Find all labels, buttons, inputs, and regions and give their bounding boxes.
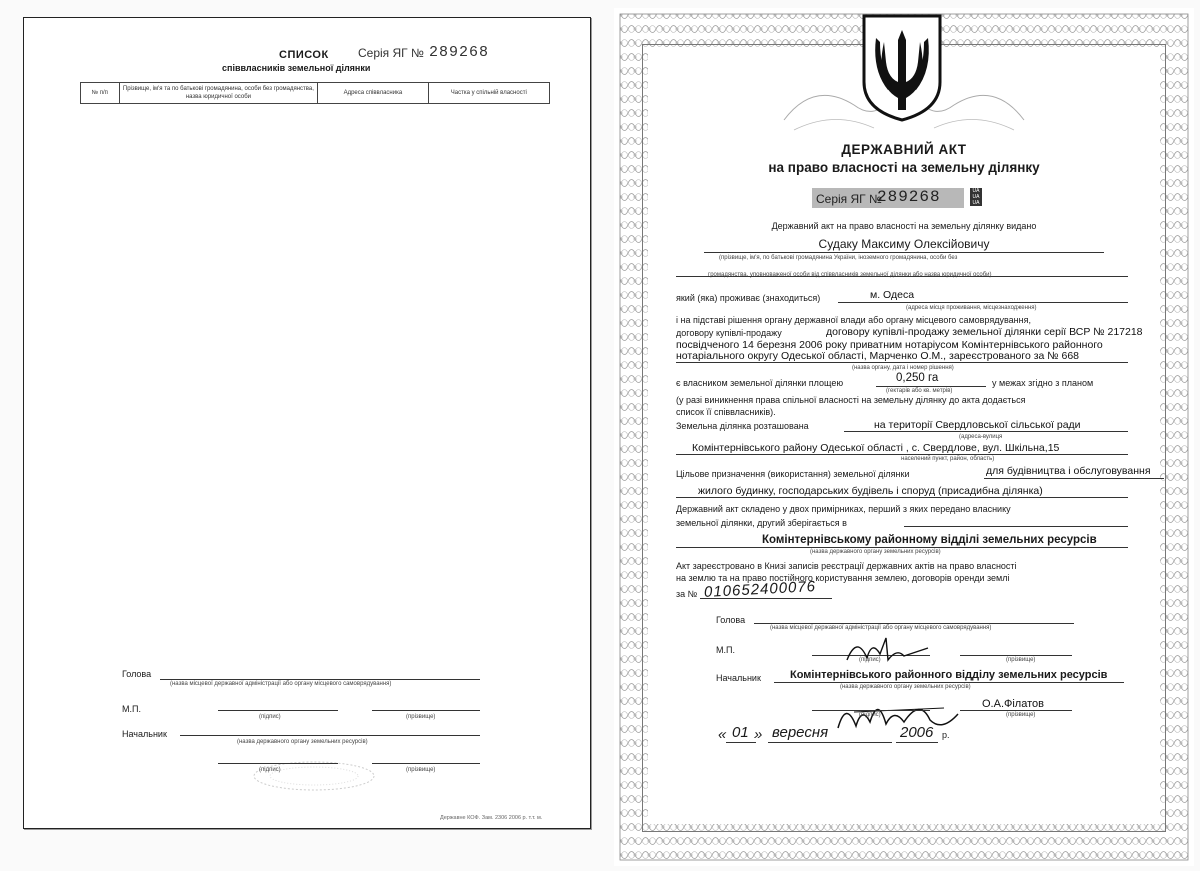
date-quote-open: « [718,726,727,743]
owner-caption-2: громадянства, уповноваженої особи від співвласників земельної ділянки або назва юридичної особи) [708,272,992,278]
registration-number: 010652400076 [703,578,817,601]
resides-label: який (яка) проживає (знаходиться) [676,293,821,303]
left-chief-caption: (назва державного органу земельних ресурсів) [237,739,368,745]
right-chief-caption: (назва державного органу земельних ресурсів) [840,684,971,690]
ua-security-marks: UA UA UA [970,188,982,206]
copies-value: Комінтернівському районному відділі земельних ресурсів [762,534,1097,546]
registration-prefix: за № [676,589,698,599]
right-signature-caption-2: (підпис) [859,712,881,718]
date-quote-close: » [754,726,763,743]
issued-text: Державний акт на право власності на земельну ділянку видано [771,221,1037,231]
date-day: 01 [732,724,749,741]
trident-coat-of-arms-icon [858,12,946,124]
date-month: вересня [772,724,829,741]
basis-line-1: договору купівлі-продажу земельної ділянки серії ВСР № 217218 [826,326,1143,338]
date-year: 2006 [900,724,934,741]
owner-caption-1: (прізвище, ім'я, по батькові громадянина України, іноземного громадянина, особи без [719,255,958,261]
purpose-value-1: для будівництва і обслуговування [986,465,1151,477]
list-series-number: 289268 [429,44,490,61]
chief-name: О.А.Філатов [982,698,1044,710]
left-surname-caption: (прізвище) [406,714,436,720]
copies-text-1: Державний акт складено у двох примірниках, перший з яких передано власнику [676,504,1011,514]
area-tail: у межах згідно з планом [992,378,1094,388]
location-caption-1: (адреса-вулиця [959,434,1003,440]
joint-text-2: список її співвласників). [676,407,776,417]
signature-mark [842,630,932,670]
basis-caption: (назва органу, дата і номер рішення) [852,365,954,371]
left-head-label: Голова [122,669,152,679]
area-value: 0,250 га [896,372,939,384]
act-subtitle: на право власності на земельну ділянку [768,160,1040,175]
act-series-label: Серія ЯГ № [816,192,882,206]
act-series-number: 289268 [877,188,941,206]
right-mp-label: М.П. [716,645,735,655]
act-title: ДЕРЖАВНИЙ АКТ [841,142,967,157]
joint-text-1: (у разі виникнення права спільної власності на земельну ділянку до акта додається [676,395,1026,405]
left-signature-caption-2: (підпис) [259,767,281,773]
list-title: СПИСОК [279,49,329,61]
owner-name: Судаку Максиму Олексійовичу [818,237,990,251]
location-label: Земельна ділянка розташована [676,421,809,431]
copies-text-2: земельної ділянки, другий зберігається в [676,518,847,528]
col-name: Прізвище, ім'я та по батькові громадянина, особи без громадянства, назва юридичної особи [119,83,318,104]
location-value-1: на території Свердловської сільської ради [874,419,1081,431]
left-head-caption: (назва місцевої державної адміністрації або органу місцевого самоврядування) [170,681,392,687]
area-label: є власником земельної ділянки площею [676,378,844,388]
date-suffix: р. [942,730,950,740]
left-chief-label: Начальник [122,729,167,739]
col-number: № п/п [81,83,120,104]
left-signature-caption: (підпис) [259,714,281,720]
location-caption-2: населений пункт, район, область) [901,456,995,462]
co-owners-list-page [23,17,591,829]
right-surname-caption: (прізвище) [1006,657,1036,663]
col-address: Адреса співвласника [318,83,428,104]
registration-text-1: Акт зареєстровано в Книзі записів реєстрації державних актів на право власності [676,561,1017,571]
resides-caption: (адреса місця проживання, місцезнаходження) [906,305,1037,311]
print-footer: Державне КОФ. Зам. 2306 2006 р. т.т. м. [440,815,543,821]
basis-line-3: нотаріального округу Одеської області, Марченко О.М., зареєстрованого за № 668 [676,350,1079,362]
left-surname-caption-2: (прізвище) [406,767,436,773]
right-head-caption: (назва місцевої державної адміністрації або органу місцевого самоврядування) [770,625,992,631]
list-series-label: Серія ЯГ № [358,46,424,60]
purpose-label: Цільове призначення (використання) земельної ділянки [676,469,910,479]
resides-value: м. Одеса [870,289,915,301]
basis-text: і на підставі рішення органу державної влади або органу місцевого самоврядування, [676,315,1031,325]
right-signature-caption: (підпис) [859,657,881,663]
right-surname-caption-2: (прізвище) [1006,712,1036,718]
basis-contract: договору купівлі-продажу [676,328,782,338]
right-head-label: Голова [716,615,746,625]
registration-text-2: на землю та на право постійного користування землею, договорів оренди землі [676,573,1010,583]
list-subtitle: співвласників земельної ділянки [222,63,371,73]
basis-line-2: посвідченого 14 березня 2006 року приватним нотаріусом Комінтернівського районного [676,339,1103,351]
area-caption: (гектарів або кв. метрів) [886,388,953,394]
left-mp-label: М.П. [122,704,141,714]
right-chief-label: Начальник [716,673,761,683]
copies-caption: (назва державного органу земельних ресурсів) [810,549,941,555]
col-share: Частка у спільній власності [428,83,549,104]
state-act-page [614,8,1194,866]
right-chief-value: Комінтернівського районного відділу земельних ресурсів [790,669,1108,681]
location-value-2: Комінтернівського району Одеської області , с. Свердлове, вул. Шкільна,15 [692,442,1060,454]
purpose-value-2: жилого будинку, господарських будівель і споруд (присадибна ділянка) [698,485,1043,497]
co-owners-table [80,82,550,104]
